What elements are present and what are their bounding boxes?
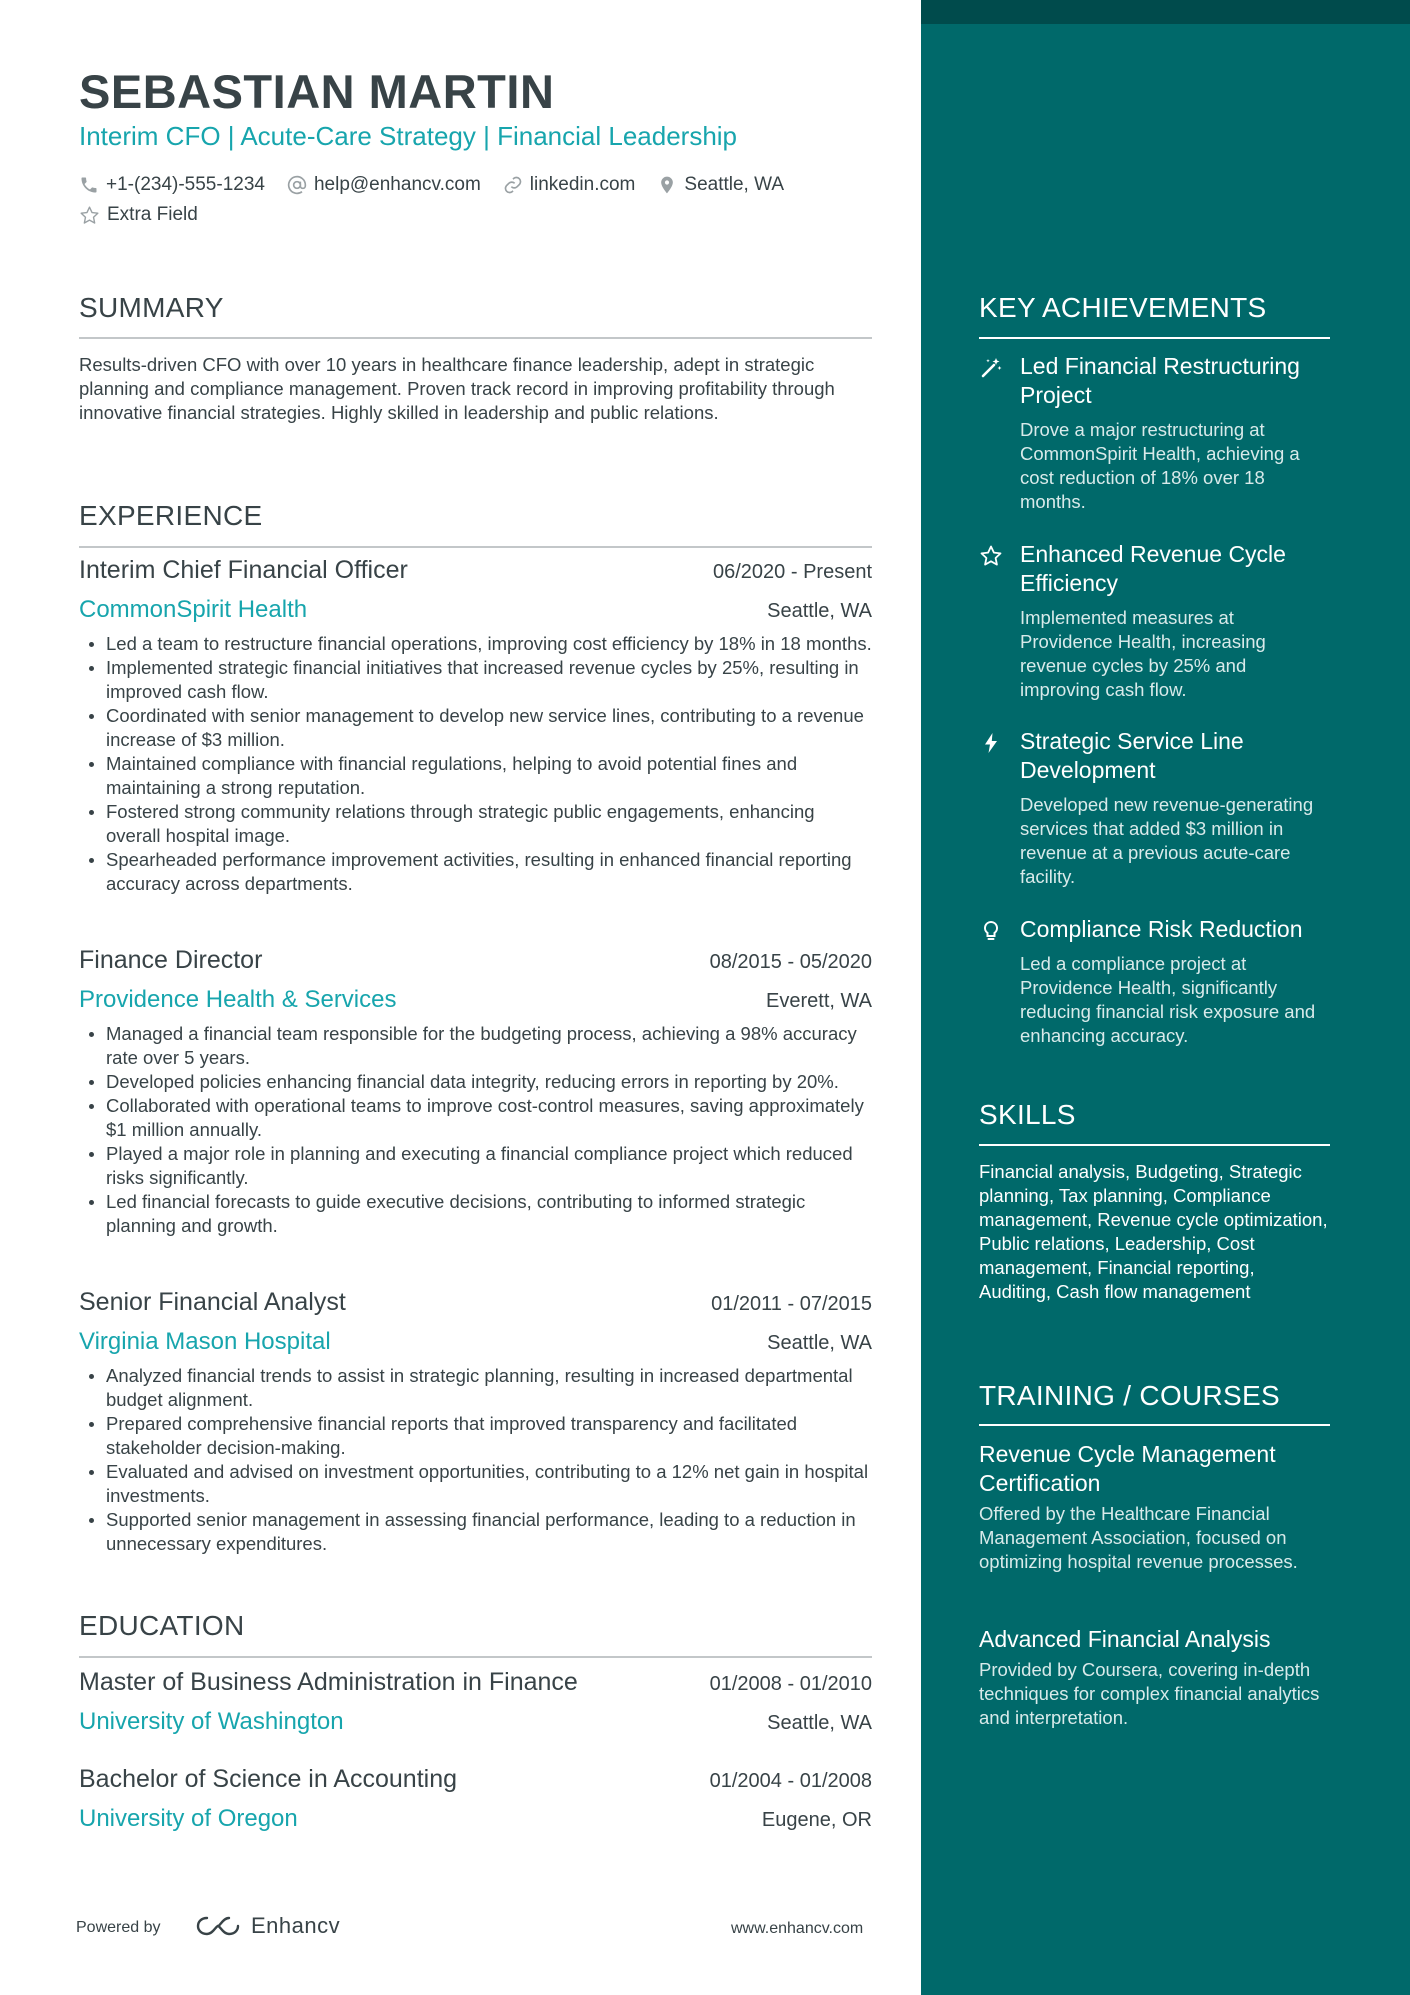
achievements-heading: KEY ACHIEVEMENTS [979, 292, 1267, 323]
footer-url[interactable]: www.enhancv.com [731, 1920, 864, 1937]
magic-wand-icon [979, 356, 1003, 380]
course-title: Advanced Financial Analysis [979, 1626, 1271, 1652]
star-outline-icon [79, 205, 100, 226]
school-location: Eugene, OR [761, 1809, 872, 1831]
course-title: Revenue Cycle Management Certification [979, 1441, 1276, 1496]
achievement-title: Led Financial Restructuring Project [1020, 353, 1300, 408]
degree-title: Master of Business Administration in Finance [79, 1668, 578, 1696]
extra-field-text: Extra Field [107, 204, 198, 225]
bullet-item: Led a team to restructure financial operations, improving cost efficiency by 18% in 18 months. [79, 632, 872, 656]
skills-divider [979, 1144, 1330, 1146]
achievement-desc: Developed new revenue-generating services that added $3 million in revenue at a previous acute-care facility. [1020, 794, 1314, 887]
job-company: Providence Health & Services [79, 986, 397, 1013]
bullet-item: Fostered strong community relations through strategic public engagements, enhancing overall hospital image. [79, 800, 872, 848]
contact-phone[interactable] [79, 174, 265, 196]
achievement-desc: Led a compliance project at Providence Health, significantly reducing financial risk exposure and enhancing accuracy. [1020, 953, 1316, 1046]
star-icon [979, 544, 1003, 568]
education-dates: 01/2004 - 01/2008 [709, 1770, 872, 1792]
location-pin-icon [657, 175, 677, 195]
lightbulb-icon [979, 919, 1003, 943]
school-name: University of Washington [79, 1708, 344, 1735]
education-entry [79, 1668, 872, 1742]
linkedin-text: linkedin.com [529, 174, 636, 195]
education-heading: EDUCATION [79, 1610, 245, 1641]
achievements-divider [979, 337, 1330, 339]
job-entry [79, 1288, 872, 1556]
job-title: Senior Financial Analyst [79, 1288, 346, 1316]
job-bullets [79, 632, 872, 896]
training-divider [979, 1424, 1330, 1426]
contact-location [657, 174, 784, 196]
education-dates: 01/2008 - 01/2010 [709, 1673, 872, 1695]
headline: Interim CFO | Acute-Care Strategy | Financial Leadership [79, 121, 738, 151]
achievement-item [979, 540, 1330, 710]
achievement-title: Strategic Service Line Development [1020, 728, 1244, 783]
summary-text: Results-driven CFO with over 10 years in healthcare finance leadership, adept in strategic planning and compliance management. Proven track record in improving profitability through innovative financial strategies. Highly skilled in leadership and public relations. [79, 354, 835, 423]
bullet-item: Spearheaded performance improvement activities, resulting in enhanced financial reporting accuracy across departments. [79, 848, 872, 896]
email-text: help@enhancv.com [313, 174, 481, 195]
summary-divider [79, 337, 872, 339]
bullet-item: Coordinated with senior management to develop new service lines, contributing to a revenue increase of $3 million. [79, 704, 872, 752]
phone-text: +1-(234)-555-1234 [106, 174, 265, 195]
skills-text: Financial analysis, Budgeting, Strategic planning, Tax planning, Compliance management, Revenue cycle optimization, Public relations, Leadership, Cost management, Financial reporting, Auditing, Cash flow management [979, 1161, 1328, 1302]
job-entry [79, 946, 872, 1238]
bullet-item: Developed policies enhancing financial data integrity, reducing errors in reporting by 20%. [79, 1070, 872, 1094]
achievement-item [979, 727, 1330, 897]
phone-icon [79, 175, 99, 195]
school-name: University of Oregon [79, 1805, 298, 1832]
enhancv-logo-icon [195, 1914, 241, 1938]
skills-heading: SKILLS [979, 1099, 1076, 1130]
training-heading: TRAINING / COURSES [979, 1380, 1280, 1411]
school-location: Seattle, WA [767, 1712, 872, 1734]
contact-extra [79, 204, 198, 226]
job-dates: 06/2020 - Present [713, 561, 872, 583]
bullet-item: Collaborated with operational teams to improve cost-control measures, saving approximately $1 million annually. [79, 1094, 872, 1142]
achievement-desc: Implemented measures at Providence Health, increasing revenue cycles by 25% and improving cash flow. [1020, 607, 1266, 700]
achievement-item [979, 915, 1330, 1055]
contact-linkedin[interactable] [503, 174, 636, 196]
job-dates: 01/2011 - 07/2015 [711, 1293, 872, 1315]
contact-email[interactable] [287, 174, 481, 196]
bullet-item: Implemented strategic financial initiatives that increased revenue cycles by 25%, resulting in improved cash flow. [79, 656, 872, 704]
achievement-desc: Drove a major restructuring at CommonSpirit Health, achieving a cost reduction of 18% over 18 months. [1020, 419, 1300, 512]
course-desc: Offered by the Healthcare Financial Management Association, focused on optimizing hospital revenue processes. [979, 1503, 1298, 1572]
achievement-title: Enhanced Revenue Cycle Efficiency [1020, 541, 1286, 596]
experience-divider [79, 546, 872, 548]
link-icon [503, 175, 523, 195]
course-item [979, 1440, 1339, 1574]
enhancv-brand-text: Enhancv [251, 1913, 341, 1938]
job-title: Interim Chief Financial Officer [79, 556, 408, 584]
job-company: Virginia Mason Hospital [79, 1328, 331, 1355]
achievement-title: Compliance Risk Reduction [1020, 916, 1303, 942]
enhancv-logo[interactable] [195, 1913, 340, 1939]
education-divider [79, 1656, 872, 1658]
contact-info [79, 173, 899, 233]
job-bullets [79, 1022, 872, 1238]
job-location: Seattle, WA [767, 1332, 872, 1354]
job-entry [79, 556, 872, 896]
job-company: CommonSpirit Health [79, 596, 308, 623]
bullet-item: Played a major role in planning and executing a financial compliance project which reduced risks significantly. [79, 1142, 872, 1190]
achievement-item [979, 352, 1330, 522]
bullet-item: Evaluated and advised on investment opportunities, contributing to a 12% net gain in hospital investments. [79, 1460, 872, 1508]
job-location: Everett, WA [766, 990, 872, 1012]
job-location: Seattle, WA [767, 600, 872, 622]
education-entry [79, 1765, 872, 1839]
bullet-item: Analyzed financial trends to assist in strategic planning, resulting in increased departmental budget alignment. [79, 1364, 872, 1412]
candidate-name: SEBASTIAN MARTIN [79, 65, 555, 118]
bullet-item: Prepared comprehensive financial reports that improved transparency and facilitated stakeholder decision-making. [79, 1412, 872, 1460]
job-title: Finance Director [79, 946, 263, 974]
degree-title: Bachelor of Science in Accounting [79, 1765, 458, 1793]
experience-heading: EXPERIENCE [79, 500, 263, 531]
powered-by-label: Powered by [76, 1919, 161, 1936]
location-text: Seattle, WA [684, 174, 785, 195]
at-sign-icon [287, 175, 307, 195]
lightning-bolt-icon [979, 731, 1003, 755]
job-dates: 08/2015 - 05/2020 [709, 951, 872, 973]
bullet-item: Managed a financial team responsible for the budgeting process, achieving a 98% accuracy rate over 5 years. [79, 1022, 872, 1070]
summary-heading: SUMMARY [79, 292, 224, 323]
sidebar-top-band [921, 0, 1410, 24]
bullet-item: Supported senior management in assessing financial performance, leading to a reduction in unnecessary expenditures. [79, 1508, 872, 1556]
job-bullets [79, 1364, 872, 1556]
bullet-item: Led financial forecasts to guide executive decisions, contributing to informed strategic planning and growth. [79, 1190, 872, 1238]
course-item [979, 1625, 1339, 1730]
bullet-item: Maintained compliance with financial regulations, helping to avoid potential fines and maintaining a strong reputation. [79, 752, 872, 800]
course-desc: Provided by Coursera, covering in-depth techniques for complex financial analytics and interpretation. [979, 1659, 1320, 1728]
